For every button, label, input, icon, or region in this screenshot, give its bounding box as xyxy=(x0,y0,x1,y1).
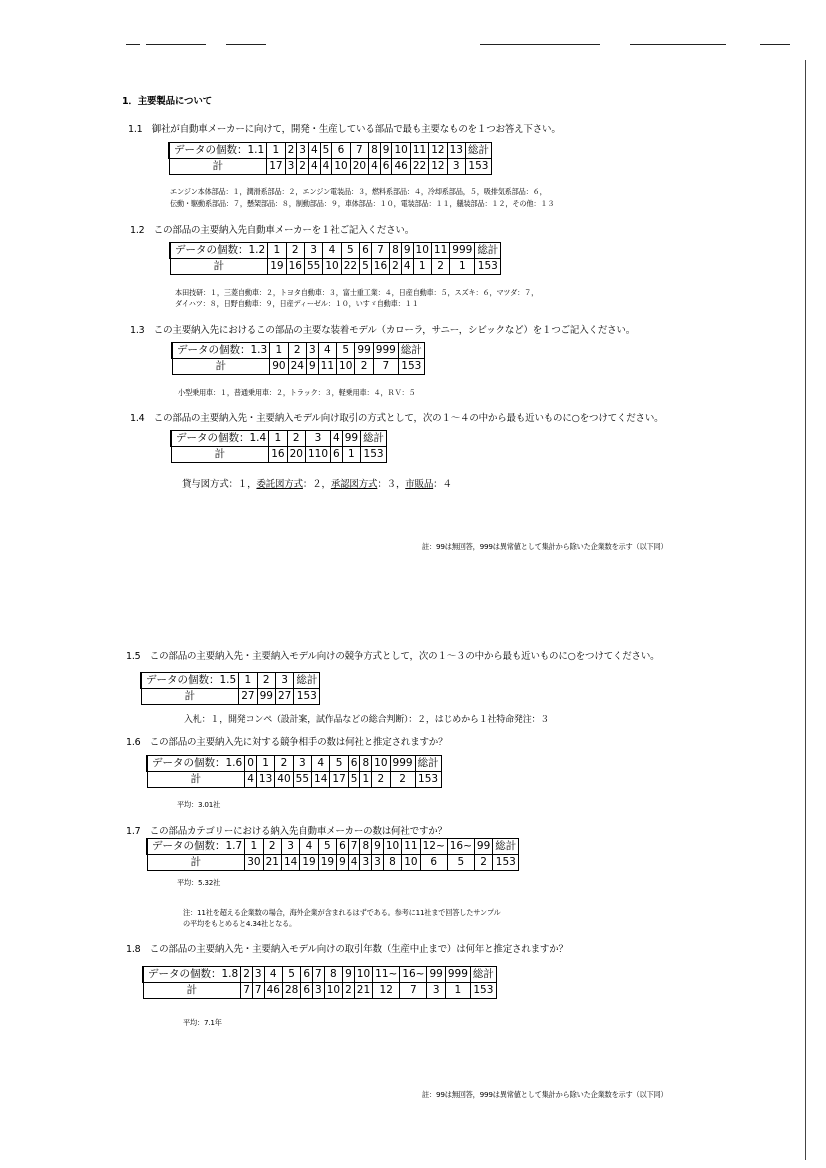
category-cell: 99 xyxy=(474,839,492,855)
table-row xyxy=(141,689,320,705)
footnote-2: 註：99は無回答，999は異常値として集計から除いた企業数を示す（以下同） xyxy=(422,1090,668,1099)
legend-1-4: 貸与図方式：１，委託図方式：２，承認図方式：３，市販品：４ xyxy=(182,479,452,490)
value-cell: 22 xyxy=(410,159,428,175)
category-cell: 1 xyxy=(268,243,286,259)
value-cell: 40 xyxy=(275,772,293,788)
category-cell: 総計 xyxy=(465,143,491,159)
category-cell: 2 xyxy=(275,756,293,772)
value-cell: 5 xyxy=(360,259,372,275)
category-cell: 1 xyxy=(239,673,257,689)
table-header-label: データの個数：1.5 xyxy=(141,673,239,689)
question-1-1: 1.1 御社が自動車メーカーに向けて，開発・生産している部品で最も主要なものを１つお答え下さい。 xyxy=(128,124,561,135)
category-cell: 3 xyxy=(304,243,322,259)
category-cell: 8 xyxy=(360,839,372,855)
table-row xyxy=(172,359,424,375)
table-header-row xyxy=(169,143,491,159)
category-cell: 9 xyxy=(343,967,355,983)
category-cell: 99 xyxy=(342,431,360,447)
row-label: 計 xyxy=(143,983,241,999)
category-cell: 1 xyxy=(245,839,263,855)
table-header-label: データの個数：1.2 xyxy=(170,243,268,259)
value-cell: 10 xyxy=(323,259,341,275)
value-cell: 16 xyxy=(371,259,389,275)
value-cell: 2 xyxy=(390,772,415,788)
value-cell: 4 xyxy=(245,772,257,788)
category-cell: 7 xyxy=(371,243,389,259)
value-cell: 153 xyxy=(361,447,387,463)
category-cell: 4 xyxy=(300,839,318,855)
category-cell: 8 xyxy=(390,243,402,259)
average-1-8: 平均：7.1年 xyxy=(183,1018,222,1027)
value-cell: 55 xyxy=(304,259,322,275)
row-label: 計 xyxy=(172,359,270,375)
scan-artifact xyxy=(480,44,600,45)
value-cell: 3 xyxy=(427,983,445,999)
data-table-1-8 xyxy=(142,966,497,999)
value-cell: 55 xyxy=(293,772,311,788)
value-cell: 27 xyxy=(275,689,293,705)
data-table-1-3 xyxy=(171,342,425,375)
category-cell: 8 xyxy=(360,756,372,772)
note-1-7-line2: の平均をもとめると4.34社となる。 xyxy=(183,919,297,928)
question-1-2: 1.2 この部品の主要納入先自動車メーカーを１社ご記入ください。 xyxy=(130,225,415,236)
value-cell: 6 xyxy=(420,855,447,871)
value-cell: 1 xyxy=(413,259,431,275)
value-cell: 10 xyxy=(337,359,355,375)
value-cell: 19 xyxy=(268,259,286,275)
category-cell: 4 xyxy=(331,431,343,447)
legend-1-2-line2: ダイハツ：８，日野自動車：９，日産ディーゼル：１０，いすゞ自動車：１１ xyxy=(175,299,419,308)
value-cell: 46 xyxy=(392,159,410,175)
note-1-7-line1: 注：11社を超える企業数の場合，海外企業が含まれるはずである。参考に11社まで回答したサンプル xyxy=(183,908,501,917)
data-table-1-5 xyxy=(140,672,320,705)
category-cell: 総計 xyxy=(475,243,501,259)
value-cell: 153 xyxy=(415,772,441,788)
data-table-1-4 xyxy=(170,430,387,463)
value-cell: 14 xyxy=(312,772,330,788)
category-cell: 999 xyxy=(450,243,475,259)
category-cell: 総計 xyxy=(294,673,320,689)
value-cell: 110 xyxy=(305,447,330,463)
category-cell: 10 xyxy=(392,143,410,159)
category-cell: 6 xyxy=(360,243,372,259)
footnote-1: 註：99は無回答，999は異常値として集計から除いた企業数を示す（以下同） xyxy=(422,542,668,551)
table-row xyxy=(147,772,441,788)
value-cell: 6 xyxy=(331,447,343,463)
category-cell: 7 xyxy=(313,967,325,983)
category-cell: 3 xyxy=(275,673,293,689)
value-cell: 21 xyxy=(263,855,281,871)
category-cell: 3 xyxy=(252,967,264,983)
row-label: 計 xyxy=(169,159,267,175)
table-row xyxy=(170,259,501,275)
category-cell: 総計 xyxy=(415,756,441,772)
category-cell: 12~ xyxy=(420,839,447,855)
category-cell: 5 xyxy=(282,967,300,983)
category-cell: 2 xyxy=(285,143,297,159)
value-cell: 12 xyxy=(373,983,400,999)
table-header-row xyxy=(171,431,387,447)
question-1-4: 1.4 この部品の主要納入先・主要納入モデル向け取引の方式として，次の１～４の中から最も近いものに○をつけてください。 xyxy=(130,413,664,424)
category-cell: 10 xyxy=(372,756,390,772)
value-cell: 9 xyxy=(306,359,318,375)
value-cell: 22 xyxy=(341,259,359,275)
question-1-8: 1.8 この部品の主要納入先・主要納入モデル向けの取引年数（生産中止まで）は何年と推定されますか？ xyxy=(126,944,568,955)
value-cell: 4 xyxy=(369,159,381,175)
category-cell: 10 xyxy=(383,839,401,855)
table-header-label: データの個数：1.8 xyxy=(143,967,241,983)
row-label: 計 xyxy=(147,855,245,871)
category-cell: 11~ xyxy=(373,967,400,983)
category-cell: 5 xyxy=(337,343,355,359)
category-cell: 10 xyxy=(413,243,431,259)
category-cell: 999 xyxy=(445,967,470,983)
category-cell: 4 xyxy=(312,756,330,772)
category-cell: 9 xyxy=(380,143,392,159)
row-label: 計 xyxy=(147,772,245,788)
value-cell: 19 xyxy=(300,855,318,871)
table-header-label: データの個数：1.1 xyxy=(169,143,267,159)
value-cell: 2 xyxy=(390,259,402,275)
category-cell: 5 xyxy=(330,756,348,772)
table-header-row xyxy=(147,756,441,772)
row-label: 計 xyxy=(141,689,239,705)
table-header-row xyxy=(172,343,424,359)
legend-1-3: 小型乗用車：１，普通乗用車：２，トラック：３，軽乗用車：４，ＲＶ：５ xyxy=(178,388,416,397)
value-cell: 20 xyxy=(350,159,368,175)
category-cell: 総計 xyxy=(361,431,387,447)
question-1-6: 1.6 この部品の主要納入先に対する競争相手の数は何社と推定されますか？ xyxy=(126,737,448,748)
value-cell: 4 xyxy=(320,159,332,175)
value-cell: 11 xyxy=(318,359,336,375)
data-table-1-2 xyxy=(169,242,501,275)
data-table-1-6 xyxy=(146,755,442,788)
legend-1-2-line1: 本田技研：１，三菱自動車：２，トヨタ自動車：３，富士重工業：４，日産自動車：５，スズキ：６，マツダ：７， xyxy=(175,288,539,297)
legend-1-1-line2: 伝動・駆動系部品：７，懸架部品：８，制動部品：９，車体部品：１０，電装部品：１１，艤装部品：１２，その他：１３ xyxy=(170,199,555,208)
value-cell: 153 xyxy=(493,855,519,871)
value-cell: 153 xyxy=(398,359,424,375)
value-cell: 5 xyxy=(348,772,360,788)
table-row xyxy=(171,447,387,463)
value-cell: 153 xyxy=(470,983,496,999)
value-cell: 13 xyxy=(256,772,274,788)
category-cell: 3 xyxy=(306,343,318,359)
category-cell: 99 xyxy=(427,967,445,983)
value-cell: 2 xyxy=(355,359,373,375)
category-cell: 1 xyxy=(270,343,288,359)
category-cell: 3 xyxy=(305,431,330,447)
data-table-1-1 xyxy=(168,142,492,175)
category-cell: 6 xyxy=(337,839,349,855)
value-cell: 16 xyxy=(269,447,287,463)
scan-artifact xyxy=(760,44,790,45)
category-cell: 8 xyxy=(324,967,342,983)
category-cell: 7 xyxy=(350,143,368,159)
value-cell: 4 xyxy=(308,159,320,175)
value-cell: 6 xyxy=(380,159,392,175)
value-cell: 99 xyxy=(257,689,275,705)
value-cell: 46 xyxy=(264,983,282,999)
value-cell: 7 xyxy=(252,983,264,999)
legend-1-1-line1: エンジン本体部品：１，潤滑系部品：２，エンジン電装品：３，燃料系部品：４，冷却系部品，５，吸排気系部品：６， xyxy=(170,187,547,196)
value-cell: 9 xyxy=(337,855,349,871)
category-cell: 16~ xyxy=(447,839,474,855)
scan-artifact xyxy=(146,44,206,45)
category-cell: 2 xyxy=(286,243,304,259)
table-header-row xyxy=(147,839,519,855)
category-cell: 2 xyxy=(288,343,306,359)
section-heading: 1．主要製品について xyxy=(122,96,212,107)
category-cell: 99 xyxy=(355,343,373,359)
category-cell: 5 xyxy=(318,839,336,855)
category-cell: 1 xyxy=(267,143,285,159)
category-cell: 11 xyxy=(431,243,449,259)
value-cell: 2 xyxy=(343,983,355,999)
value-cell: 90 xyxy=(270,359,288,375)
category-cell: 4 xyxy=(308,143,320,159)
table-header-row xyxy=(141,673,320,689)
scan-artifact xyxy=(805,60,806,1160)
value-cell: 3 xyxy=(360,855,372,871)
category-cell: 16~ xyxy=(400,967,427,983)
value-cell: 17 xyxy=(267,159,285,175)
category-cell: 3 xyxy=(297,143,309,159)
value-cell: 1 xyxy=(360,772,372,788)
table-header-label: データの個数：1.3 xyxy=(172,343,270,359)
scan-artifact xyxy=(126,44,140,45)
table-header-row xyxy=(143,967,496,983)
value-cell: 6 xyxy=(301,983,313,999)
value-cell: 30 xyxy=(245,855,263,871)
category-cell: 12 xyxy=(429,143,447,159)
data-table-1-7 xyxy=(146,838,519,871)
table-header-label: データの個数：1.7 xyxy=(147,839,245,855)
row-label: 計 xyxy=(171,447,269,463)
value-cell: 1 xyxy=(342,447,360,463)
value-cell: 21 xyxy=(354,983,372,999)
category-cell: 10 xyxy=(354,967,372,983)
category-cell: 4 xyxy=(264,967,282,983)
value-cell: 2 xyxy=(474,855,492,871)
category-cell: 6 xyxy=(348,756,360,772)
value-cell: 17 xyxy=(330,772,348,788)
category-cell: 9 xyxy=(401,243,413,259)
value-cell: 1 xyxy=(450,259,475,275)
category-cell: 6 xyxy=(301,967,313,983)
category-cell: 0 xyxy=(245,756,257,772)
category-cell: 2 xyxy=(257,673,275,689)
value-cell: 10 xyxy=(324,983,342,999)
category-cell: 5 xyxy=(341,243,359,259)
category-cell: 4 xyxy=(323,243,341,259)
category-cell: 2 xyxy=(263,839,281,855)
category-cell: 11 xyxy=(410,143,428,159)
category-cell: 2 xyxy=(241,967,253,983)
value-cell: 8 xyxy=(383,855,401,871)
legend-1-5: 入札：１，開発コンペ（設計案，試作品などの総合判断）：２，はじめから１社特命発注：３ xyxy=(184,715,550,725)
value-cell: 4 xyxy=(348,855,360,871)
value-cell: 19 xyxy=(318,855,336,871)
value-cell: 2 xyxy=(372,772,390,788)
value-cell: 3 xyxy=(313,983,325,999)
value-cell: 3 xyxy=(447,159,465,175)
question-1-3: 1.3 この主要納入先におけるこの部品の主要な装着モデル（カローラ，サニー，シビックなど）を１つご記入ください。 xyxy=(130,325,636,336)
value-cell: 153 xyxy=(294,689,320,705)
average-1-7: 平均：5.32社 xyxy=(177,878,221,887)
average-1-6: 平均：3.01社 xyxy=(177,800,221,809)
value-cell: 153 xyxy=(475,259,501,275)
scan-artifact xyxy=(630,44,726,45)
value-cell: 16 xyxy=(286,259,304,275)
category-cell: 11 xyxy=(402,839,420,855)
table-row xyxy=(169,159,491,175)
value-cell: 10 xyxy=(332,159,350,175)
value-cell: 153 xyxy=(465,159,491,175)
value-cell: 14 xyxy=(281,855,299,871)
value-cell: 1 xyxy=(445,983,470,999)
table-row xyxy=(147,855,519,871)
table-header-row xyxy=(170,243,501,259)
question-1-7: 1.7 この部品カテゴリーにおける納入先自動車メーカーの数は何社ですか？ xyxy=(126,826,447,837)
value-cell: 28 xyxy=(282,983,300,999)
value-cell: 24 xyxy=(288,359,306,375)
category-cell: 999 xyxy=(373,343,398,359)
category-cell: 7 xyxy=(348,839,360,855)
value-cell: 4 xyxy=(401,259,413,275)
category-cell: 総計 xyxy=(470,967,496,983)
category-cell: 総計 xyxy=(493,839,519,855)
value-cell: 7 xyxy=(373,359,398,375)
category-cell: 1 xyxy=(256,756,274,772)
value-cell: 3 xyxy=(285,159,297,175)
category-cell: 3 xyxy=(281,839,299,855)
value-cell: 2 xyxy=(297,159,309,175)
value-cell: 3 xyxy=(372,855,384,871)
category-cell: 8 xyxy=(369,143,381,159)
table-row xyxy=(143,983,496,999)
question-1-5: 1.5 この部品の主要納入先・主要納入モデル向けの競争方式として，次の１～３の中から最も近いものに○をつけてください。 xyxy=(126,651,660,662)
value-cell: 10 xyxy=(402,855,420,871)
category-cell: 13 xyxy=(447,143,465,159)
category-cell: 3 xyxy=(293,756,311,772)
value-cell: 7 xyxy=(241,983,253,999)
category-cell: 999 xyxy=(390,756,415,772)
value-cell: 2 xyxy=(431,259,449,275)
category-cell: 6 xyxy=(332,143,350,159)
category-cell: 9 xyxy=(372,839,384,855)
scan-artifact xyxy=(226,44,266,45)
category-cell: 4 xyxy=(318,343,336,359)
value-cell: 20 xyxy=(287,447,305,463)
value-cell: 5 xyxy=(447,855,474,871)
value-cell: 7 xyxy=(400,983,427,999)
category-cell: 総計 xyxy=(398,343,424,359)
table-header-label: データの個数：1.6 xyxy=(147,756,245,772)
table-header-label: データの個数：1.4 xyxy=(171,431,269,447)
category-cell: 5 xyxy=(320,143,332,159)
row-label: 計 xyxy=(170,259,268,275)
value-cell: 12 xyxy=(429,159,447,175)
value-cell: 27 xyxy=(239,689,257,705)
category-cell: 2 xyxy=(287,431,305,447)
category-cell: 1 xyxy=(269,431,287,447)
